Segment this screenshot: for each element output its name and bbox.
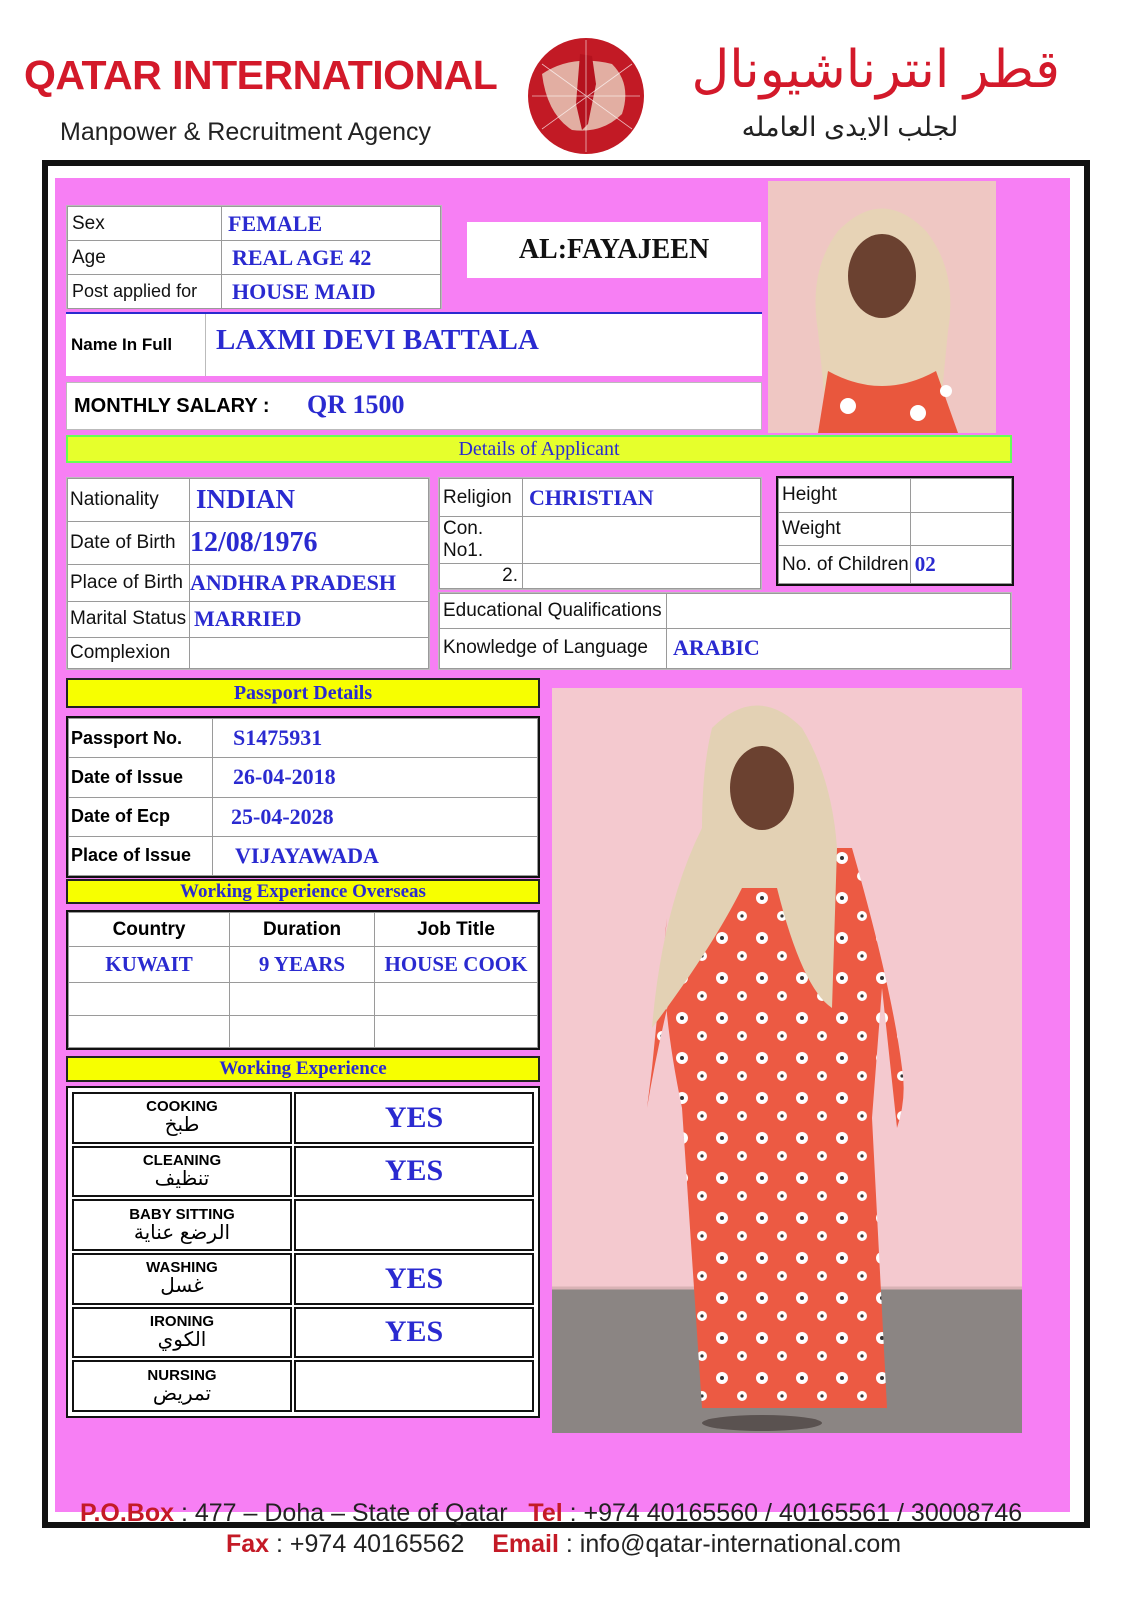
- skill-name: CLEANING: [142, 1152, 222, 1170]
- education-label: Educational Qualifications: [440, 594, 667, 629]
- physical-details-table: [776, 476, 1014, 586]
- skill-name-arabic: تنظيف: [154, 1167, 210, 1190]
- tel-label: Tel: [528, 1499, 563, 1527]
- passport-expiry-value: 25-04-2028: [213, 797, 538, 836]
- passport-expiry-label: Date of Ecp: [69, 797, 213, 836]
- skill-name: NURSING: [147, 1366, 217, 1384]
- agency-tag: AL:FAYAJEEN: [467, 222, 761, 278]
- footer-address-line: [80, 1499, 1022, 1528]
- name-box: [66, 312, 762, 376]
- marital-label: Marital Status: [68, 601, 190, 637]
- experience-section-title: Working Experience: [66, 1056, 540, 1082]
- overseas-row-job-title: [375, 1015, 538, 1048]
- skill-name-arabic: الكوي: [157, 1328, 207, 1351]
- skill-value-baby-sitting: [294, 1199, 534, 1251]
- skills-table: [66, 1086, 540, 1418]
- email-value[interactable]: : info@qatar-international.com: [558, 1530, 902, 1558]
- complexion-value: [190, 637, 429, 668]
- skill-name-arabic: تمريض: [152, 1382, 212, 1405]
- nationality-value: INDIAN: [190, 479, 429, 522]
- salary-box: [66, 382, 762, 430]
- passport-number-value: S1475931: [213, 719, 538, 758]
- overseas-row-duration: [230, 983, 375, 1016]
- salary-label: MONTHLY SALARY :: [74, 395, 270, 417]
- contact-1-label: Con. No1.: [440, 517, 523, 564]
- basic-info-box: [66, 205, 442, 309]
- tel-value: : +974 40165560 / 40165561 / 30008746: [562, 1499, 1023, 1527]
- overseas-row-job-title: HOUSE COOK: [375, 947, 538, 983]
- passport-issue-value: 26-04-2018: [213, 758, 538, 797]
- passport-section-title: Passport Details: [66, 678, 540, 708]
- overseas-row-country: KUWAIT: [69, 947, 230, 983]
- skill-name: WASHING: [146, 1259, 218, 1277]
- skill-value-cooking: YES: [294, 1092, 534, 1144]
- applicant-portrait-photo: [768, 181, 996, 433]
- overseas-row-country: [69, 983, 230, 1016]
- overseas-section-title: Working Experience Overseas: [66, 879, 540, 904]
- overseas-header-job-title: Job Title: [375, 913, 538, 947]
- complexion-label: Complexion: [68, 637, 190, 668]
- passport-place-label: Place of Issue: [69, 836, 213, 875]
- skill-name-arabic: غسل: [160, 1275, 204, 1298]
- globe-logo-icon: [522, 34, 650, 158]
- language-value: ARABIC: [667, 628, 1011, 668]
- applicant-full-body-photo: [552, 688, 1022, 1433]
- children-value: 02: [910, 546, 1011, 584]
- marital-value: MARRIED: [190, 601, 429, 637]
- skill-label-washing: [72, 1253, 292, 1305]
- age-label: Age: [68, 241, 222, 275]
- passport-place-value: VIJAYAWADA: [213, 836, 538, 875]
- skill-value-ironing: YES: [294, 1307, 534, 1359]
- name-value: LAXMI DEVI BATTALA: [216, 324, 539, 356]
- pob-value: ANDHRA PRADESH: [190, 565, 429, 601]
- brand-name: QATAR INTERNATIONAL: [24, 52, 498, 98]
- fax-value: : +974 40165562: [269, 1530, 465, 1558]
- fax-label: Fax: [226, 1530, 270, 1558]
- weight-label: Weight: [779, 512, 911, 546]
- dob-value: 12/08/1976: [190, 521, 429, 565]
- overseas-header-duration: Duration: [230, 913, 375, 947]
- pob-label: Place of Birth: [68, 565, 190, 601]
- skill-label-cleaning: [72, 1146, 292, 1198]
- contact-2-value: [523, 564, 761, 589]
- religion-contact-table: [438, 477, 762, 590]
- footer-contact-line: [226, 1530, 901, 1559]
- overseas-table: [66, 910, 540, 1050]
- personal-details-table: [66, 477, 430, 670]
- details-section-title: Details of Applicant: [66, 435, 1012, 463]
- skill-value-cleaning: YES: [294, 1146, 534, 1198]
- pobox-value: : 477 – Doha – State of Qatar: [174, 1499, 508, 1527]
- skill-name-arabic: طبخ: [164, 1114, 200, 1137]
- sex-value: FEMALE: [222, 207, 441, 241]
- passport-issue-label: Date of Issue: [69, 758, 213, 797]
- skill-label-nursing: [72, 1360, 292, 1412]
- skill-name: COOKING: [146, 1098, 218, 1116]
- skill-label-cooking: [72, 1092, 292, 1144]
- pobox-label: P.O.Box: [80, 1499, 175, 1527]
- salary-value: QR 1500: [307, 390, 405, 419]
- religion-value: CHRISTIAN: [523, 479, 761, 517]
- name-label: Name In Full: [66, 314, 206, 376]
- post-value: HOUSE MAID: [222, 275, 441, 309]
- overseas-row-job-title: [375, 983, 538, 1016]
- language-label: Knowledge of Language: [440, 628, 667, 668]
- nationality-label: Nationality: [68, 479, 190, 522]
- skill-label-baby-sitting: [72, 1199, 292, 1251]
- weight-value: [910, 512, 1011, 546]
- email-label: Email: [492, 1530, 559, 1558]
- skill-label-ironing: [72, 1307, 292, 1359]
- skill-name: IRONING: [149, 1313, 215, 1331]
- overseas-row-duration: 9 YEARS: [230, 947, 375, 983]
- dob-label: Date of Birth: [68, 521, 190, 565]
- overseas-row-country: [69, 1015, 230, 1048]
- children-label: No. of Children: [779, 546, 911, 584]
- skill-name: BABY SITTING: [129, 1205, 235, 1223]
- overseas-header-country: Country: [69, 913, 230, 947]
- post-label: Post applied for: [68, 275, 222, 309]
- education-language-table: [438, 592, 1012, 670]
- height-value: [910, 479, 1011, 513]
- skill-name-arabic: الرضع عناية: [133, 1221, 231, 1244]
- passport-table: [66, 716, 540, 878]
- education-value: [667, 594, 1011, 629]
- brand-tagline-arabic: لجلب الايدى العامله: [741, 112, 959, 142]
- sex-label: Sex: [68, 207, 222, 241]
- age-value: REAL AGE 42: [222, 241, 441, 275]
- religion-label: Religion: [440, 479, 523, 517]
- skill-value-washing: YES: [294, 1253, 534, 1305]
- contact-2-label: 2.: [440, 564, 523, 589]
- contact-1-value: [523, 517, 761, 564]
- brand-name-arabic: قطر انترناشيونال: [691, 41, 1060, 99]
- brand-tagline: Manpower & Recruitment Agency: [60, 118, 432, 146]
- passport-number-label: Passport No.: [69, 719, 213, 758]
- height-label: Height: [779, 479, 911, 513]
- skill-value-nursing: [294, 1360, 534, 1412]
- overseas-row-duration: [230, 1015, 375, 1048]
